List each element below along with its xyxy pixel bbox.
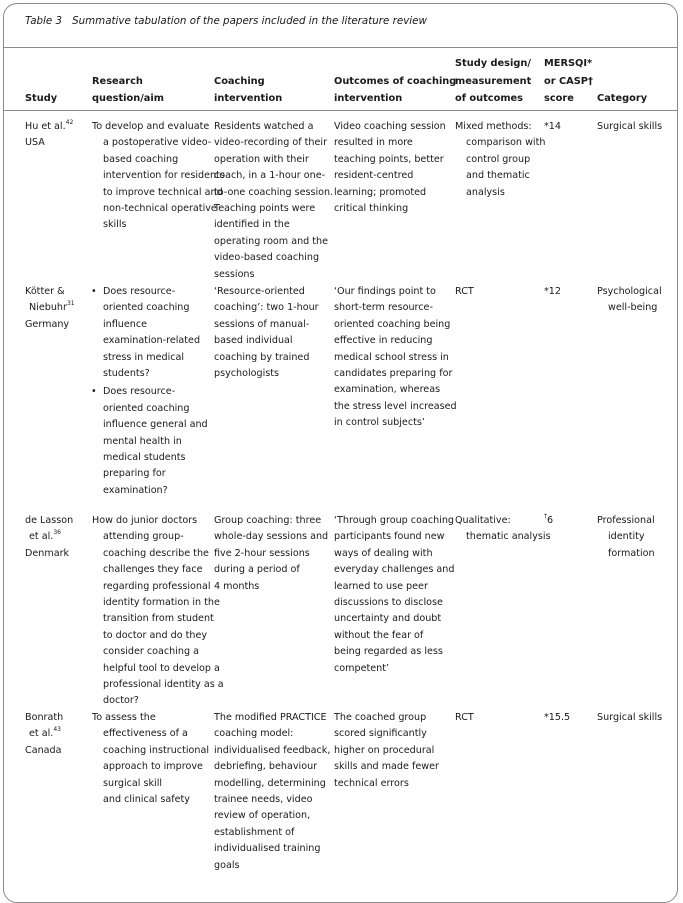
cell-line: based individual xyxy=(214,335,293,347)
header-line: intervention xyxy=(214,92,283,104)
casp-mark: † xyxy=(544,513,547,520)
header-research-aim xyxy=(92,73,164,107)
study-line xyxy=(25,546,73,562)
cell-line: video-based coaching xyxy=(214,252,320,264)
header-line: Outcomes of coaching xyxy=(334,75,457,87)
cell-line: Surgical skills xyxy=(597,121,663,132)
cell-line: coach, in a 1-hour one- xyxy=(214,170,326,182)
cell-line: well-being xyxy=(608,302,658,314)
header-score xyxy=(544,55,593,107)
table-label: Table 3 xyxy=(25,15,63,27)
cell-line: surgical skill xyxy=(103,777,163,789)
cell-line: Group coaching: three xyxy=(214,515,322,526)
design-cell xyxy=(455,119,545,201)
cell-line: debriefing, behaviour xyxy=(214,761,318,773)
table-caption xyxy=(25,15,427,27)
aim-cell xyxy=(92,513,224,710)
cell-line: five 2-hour sessions xyxy=(214,547,310,559)
aim-cell xyxy=(91,284,208,499)
bullet-icon: • xyxy=(91,286,97,297)
cell-line: ‘Resource-oriented xyxy=(214,286,305,297)
header-line: Study design/ xyxy=(455,58,531,70)
reference-number: 31 xyxy=(66,300,75,308)
score-value: 6 xyxy=(547,515,554,526)
cell-line: ‘Our findings point to xyxy=(334,286,436,297)
intervention-cell xyxy=(214,513,328,595)
cell-line: identity formation in the xyxy=(103,597,220,609)
cell-line: ‘Through group coaching xyxy=(334,515,455,526)
cell-line: To assess the xyxy=(92,712,156,723)
study-text: Denmark xyxy=(25,547,70,559)
cell-line: identity xyxy=(608,531,645,543)
cell-line: influence general and xyxy=(103,419,208,431)
outcomes-cell xyxy=(334,513,454,677)
cell-line: establishment of xyxy=(214,826,295,838)
score-value: *14 xyxy=(544,121,562,132)
cell-line: examination, whereas xyxy=(334,384,441,396)
cell-line: Video coaching session xyxy=(334,121,446,132)
study-text: Hu et al. xyxy=(25,121,66,132)
cell-line: medical school stress in xyxy=(334,351,449,363)
category-cell xyxy=(597,513,655,562)
cell-line: to doctor and do they xyxy=(103,629,208,641)
cell-line: formation xyxy=(608,547,655,559)
cell-line: teaching points, better xyxy=(334,153,444,165)
cell-line: oriented coaching xyxy=(103,302,190,314)
cell-line: ways of dealing with xyxy=(334,547,433,559)
cell-line: video-recording of their xyxy=(214,137,328,149)
cell-line: the stress level increased xyxy=(334,400,457,412)
header-line: Study xyxy=(25,92,58,104)
study-text: USA xyxy=(25,137,45,149)
cell-line: students? xyxy=(103,368,150,380)
header-line: score xyxy=(544,92,574,104)
category-cell xyxy=(597,119,662,135)
outcomes-cell xyxy=(334,284,457,432)
header-line: MERSQI* xyxy=(544,58,593,70)
cell-line: RCT xyxy=(455,286,474,297)
score-line xyxy=(544,710,570,726)
cell-line: challenges they face xyxy=(103,564,203,576)
cell-line: coaching describe the xyxy=(103,547,209,559)
cell-line: modelling, determining xyxy=(214,777,326,789)
study-cell xyxy=(25,119,73,152)
cell-line: coaching model: xyxy=(214,728,294,740)
cell-line: helpful tool to develop a xyxy=(103,662,220,674)
cell-line: uncertainty and doubt xyxy=(334,613,442,625)
score-value: *15.5 xyxy=(544,712,571,723)
intervention-cell xyxy=(214,710,330,874)
cell-line: individualised training xyxy=(214,843,321,855)
cell-line: goals xyxy=(214,859,240,871)
study-line xyxy=(25,743,63,759)
cell-line: effectiveness of a xyxy=(103,728,188,740)
cell-line: candidates preparing for xyxy=(334,368,453,380)
cell-line: intervention for residents xyxy=(103,170,225,182)
study-line xyxy=(25,284,75,300)
cell-line: short-term resource- xyxy=(334,302,433,314)
study-text: Canada xyxy=(25,744,62,756)
cell-line: medical students xyxy=(103,452,186,464)
study-line xyxy=(25,529,73,545)
reference-number: 42 xyxy=(65,119,74,126)
cell-line: participants found new xyxy=(334,531,445,543)
cell-line: Teaching points were xyxy=(214,203,316,215)
cell-line: Psychological xyxy=(597,286,662,297)
cell-line: control group xyxy=(466,153,531,165)
cell-line: Mixed methods: xyxy=(455,121,532,132)
header-study-design xyxy=(455,55,531,107)
cell-line: to improve technical and xyxy=(103,186,223,198)
bullet-icon: • xyxy=(91,386,97,398)
header-rule xyxy=(3,110,678,111)
reference-number: 43 xyxy=(53,726,61,734)
study-text: et al. xyxy=(29,531,54,543)
cell-line: consider coaching a xyxy=(103,646,200,658)
cell-line: without the fear of xyxy=(334,629,424,641)
cell-line: learning; promoted xyxy=(334,186,427,198)
cell-line: thematic analysis xyxy=(466,531,551,543)
aim-bullet-item xyxy=(91,284,208,382)
cell-line: sessions of manual- xyxy=(214,318,310,330)
cell-line: scored significantly xyxy=(334,728,427,740)
cell-line: 4 months xyxy=(214,580,260,592)
cell-line: coaching instructional xyxy=(103,744,209,756)
score-line xyxy=(544,119,561,135)
header-line: of outcomes xyxy=(455,92,524,104)
score-cell xyxy=(544,513,553,529)
study-text: Bonrath xyxy=(25,712,64,723)
cell-line: approach to improve xyxy=(103,761,203,773)
cell-line: learned to use peer xyxy=(334,580,428,592)
cell-line: The modified PRACTICE xyxy=(214,712,327,723)
study-line xyxy=(25,513,73,529)
cell-line: The coached group xyxy=(334,712,427,723)
study-text: de Lasson xyxy=(25,515,74,526)
cell-line: To develop and evaluate xyxy=(92,121,210,132)
study-line xyxy=(25,317,75,333)
header-line: Research xyxy=(92,75,143,87)
intervention-cell xyxy=(214,119,333,283)
cell-line: non-technical operative xyxy=(103,203,217,215)
cell-line: identified in the xyxy=(214,219,290,231)
header-outcomes xyxy=(334,73,456,107)
study-line xyxy=(25,119,73,135)
cell-line: a postoperative video- xyxy=(103,137,212,149)
cell-line: RCT xyxy=(455,712,474,723)
cell-line: review of operation, xyxy=(214,810,311,822)
study-cell xyxy=(25,284,75,333)
cell-line: examination-related xyxy=(103,335,201,347)
aim-cell xyxy=(92,119,225,234)
study-line xyxy=(25,726,63,742)
study-line xyxy=(25,300,75,316)
cell-line: resulted in more xyxy=(334,137,413,149)
score-cell xyxy=(544,710,570,726)
header-coaching-intervention xyxy=(214,73,282,107)
cell-line: attending group- xyxy=(103,531,184,543)
cell-line: Residents watched a xyxy=(214,121,314,132)
cell-line: Qualitative: xyxy=(455,515,511,526)
header-line: or CASP† xyxy=(544,75,593,87)
cell-line: professional identity as a xyxy=(103,679,224,691)
study-line xyxy=(25,710,63,726)
cell-line: preparing for xyxy=(103,468,166,480)
header-line: measurement xyxy=(455,75,532,87)
cell-line: Surgical skills xyxy=(597,712,663,723)
score-cell xyxy=(544,284,561,300)
cell-line: everyday challenges and xyxy=(334,564,455,576)
aim-bullet-item xyxy=(91,384,208,499)
study-cell xyxy=(25,513,73,562)
cell-line: in control subjects’ xyxy=(334,417,425,429)
cell-line: coaching by trained xyxy=(214,351,310,363)
cell-line: operation with their xyxy=(214,153,309,165)
header-line: question/aim xyxy=(92,92,164,104)
outcomes-cell xyxy=(334,710,439,792)
cell-line: sessions xyxy=(214,268,255,280)
study-text: Germany xyxy=(25,318,70,330)
study-text: Kötter & xyxy=(25,286,65,297)
cell-line: being regarded as less xyxy=(334,646,443,658)
caption-rule xyxy=(3,47,678,48)
category-cell xyxy=(597,284,662,317)
design-cell xyxy=(455,284,474,300)
cell-line: oriented coaching being xyxy=(334,318,451,330)
header-line: Coaching xyxy=(214,75,265,87)
cell-line: and thematic xyxy=(466,170,530,182)
outcomes-cell xyxy=(334,119,446,217)
header-line: Category xyxy=(597,92,648,104)
score-cell xyxy=(544,119,561,135)
cell-line: skills and made fewer xyxy=(334,761,439,773)
cell-line: critical thinking xyxy=(334,203,409,215)
cell-line: analysis xyxy=(466,186,505,198)
cell-line: operating room and the xyxy=(214,235,329,247)
cell-line: to-one coaching session. xyxy=(214,186,334,198)
table-caption-text: Summative tabulation of the papers included in the literature review xyxy=(72,15,427,27)
cell-line: regarding professional xyxy=(103,580,211,592)
score-line xyxy=(544,513,553,529)
cell-line: influence xyxy=(103,318,148,330)
cell-line: skills xyxy=(103,219,127,231)
cell-line: Professional xyxy=(597,515,655,526)
cell-line: competent’ xyxy=(334,662,390,674)
cell-line: coaching’: two 1-hour xyxy=(214,302,319,314)
cell-line: oriented coaching xyxy=(103,402,190,414)
cell-line: comparison with xyxy=(466,137,546,149)
cell-line: psychologists xyxy=(214,368,280,380)
cell-line: discussions to disclose xyxy=(334,597,443,609)
design-cell xyxy=(455,710,474,726)
study-text: et al. xyxy=(29,728,54,740)
cell-line: mental health in xyxy=(103,435,182,447)
cell-line: and clinical safety xyxy=(103,794,190,806)
cell-line: doctor? xyxy=(103,695,139,707)
cell-line: trainee needs, video xyxy=(214,794,313,806)
score-line xyxy=(544,284,561,300)
category-cell xyxy=(597,710,662,726)
cell-line: whole-day sessions and xyxy=(214,531,329,543)
intervention-cell xyxy=(214,284,319,382)
study-text: Niebuhr xyxy=(29,302,67,314)
score-value: *12 xyxy=(544,286,562,297)
cell-line: during a period of xyxy=(214,564,300,576)
cell-line: technical errors xyxy=(334,777,409,789)
reference-number: 36 xyxy=(53,529,61,537)
cell-line: transition from student xyxy=(103,613,214,625)
study-cell xyxy=(25,710,63,759)
cell-line: examination? xyxy=(103,484,168,496)
cell-line: resident-centred xyxy=(334,170,414,182)
cell-line: Does resource- xyxy=(103,386,176,398)
header-line: intervention xyxy=(334,92,403,104)
cell-line: effective in reducing xyxy=(334,335,433,347)
cell-line: How do junior doctors xyxy=(92,515,198,526)
cell-line: stress in medical xyxy=(103,351,185,363)
design-cell xyxy=(455,513,554,546)
header-study xyxy=(25,90,57,107)
cell-line: Does resource- xyxy=(103,286,176,297)
aim-cell xyxy=(92,710,209,808)
header-category xyxy=(597,90,647,107)
cell-line: individualised feedback, xyxy=(214,744,331,756)
study-line xyxy=(25,135,73,151)
cell-line: based coaching xyxy=(103,153,179,165)
cell-line: higher on procedural xyxy=(334,744,435,756)
